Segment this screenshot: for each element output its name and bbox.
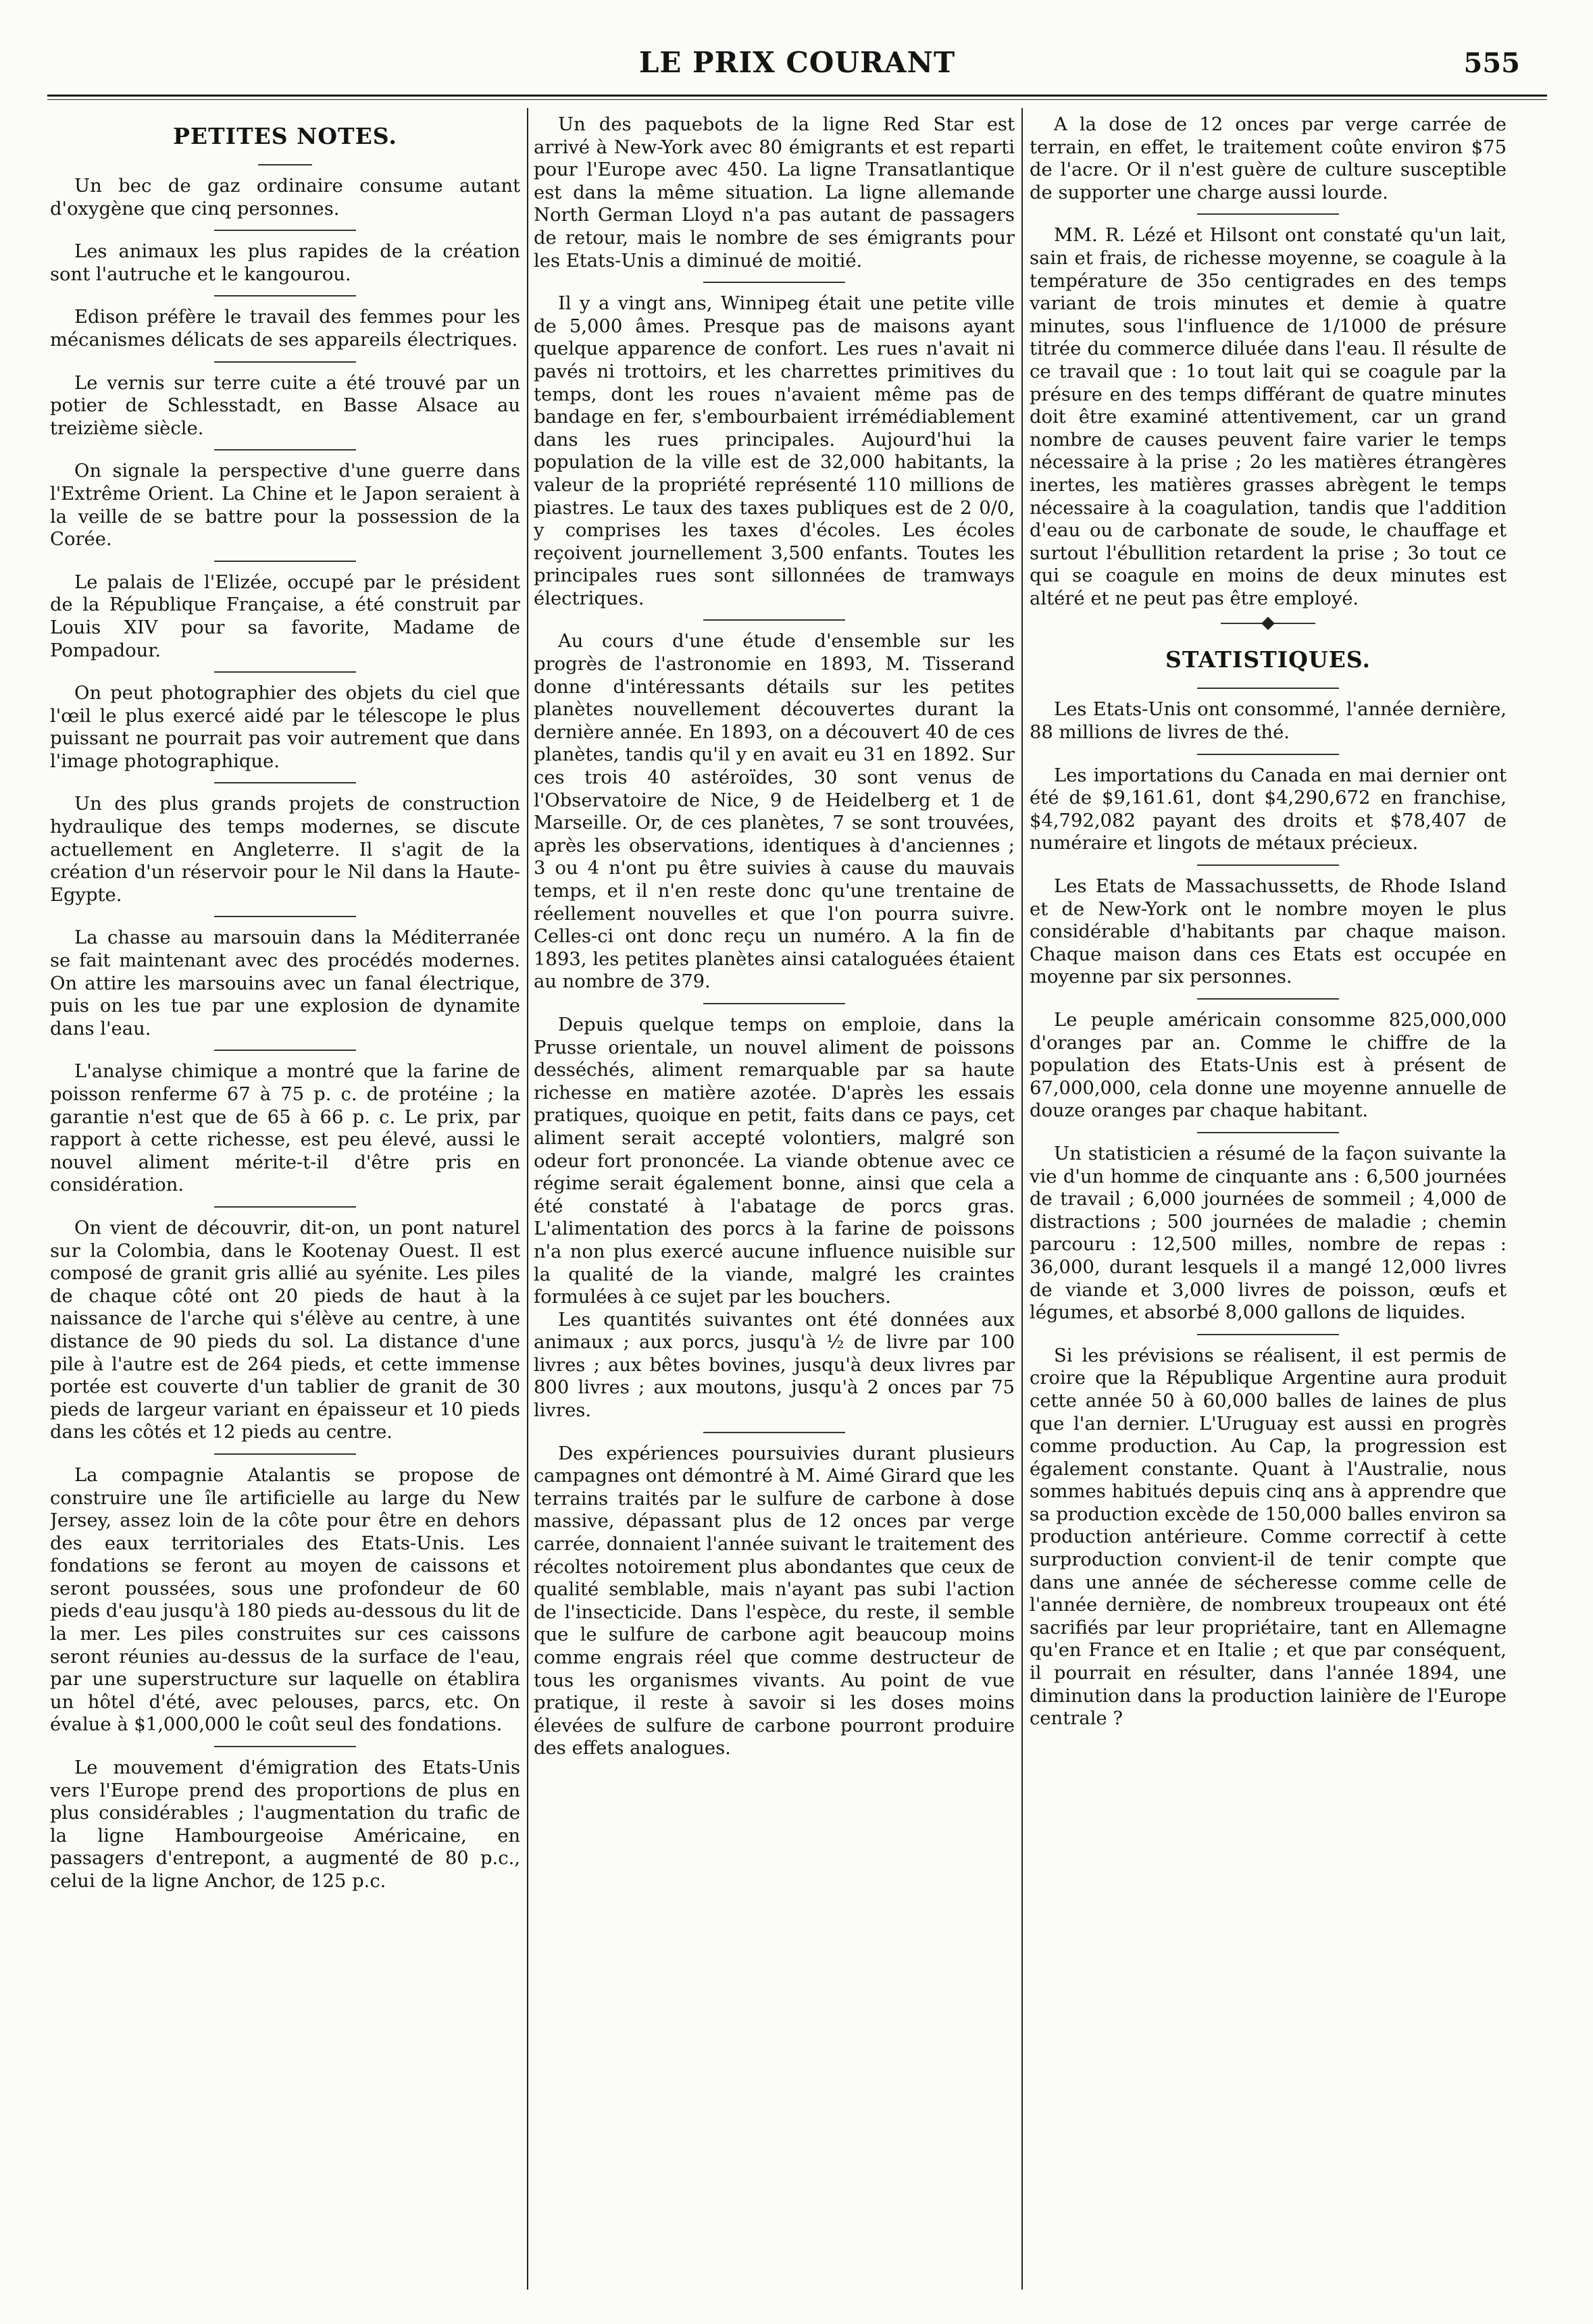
column-2: [534, 113, 1015, 2302]
page-number: 555: [1463, 47, 1520, 79]
header-rule-thin: [47, 99, 1547, 100]
separator: [50, 662, 520, 682]
ornament-separator: [1030, 610, 1507, 637]
column-divider-1: [527, 108, 528, 2290]
article-paragraph: On signale la perspective d'une guerre dans l'Extrême Orient. La Chine et le Japon seraient à la veille de se battre pour la possession de la Corée.: [50, 461, 520, 550]
article-paragraph: Les Etats-Unis ont consommé, l'année dernière, 88 millions de livres de thé.: [1030, 699, 1507, 744]
article-paragraph: Un des paquebots de la ligne Red Star est arrivé à New-York avec 80 émigrants et est reparti pour l'Europe avec 450. La ligne Transatlantique est dans la même situation. La ligne allemande North German Lloyd n'a pas autant de passagers de retour, mais le nombre de ses émigrants pour les Etats-Unis a diminué de moitié.: [534, 114, 1015, 272]
separator: [1030, 744, 1507, 765]
article-paragraph: Les Etats de Massachussetts, de Rhode Island et de New-York ont le nombre moyen le plus considérable d'habitants par chaque maison. Chaque maison dans ces Etats est occupée en moyenne par six personnes.: [1030, 876, 1507, 988]
article-paragraph: La chasse au marsouin dans la Méditerranée se fait maintenant avec des procédés modernes. On attire les marsouins avec un fanal électrique, puis on les tue par une explosion de dynamite dans l'eau.: [50, 927, 520, 1039]
header-rule: [47, 95, 1547, 97]
page-title: LE PRIX COURANT: [638, 46, 956, 79]
separator: [534, 1422, 1015, 1443]
diamond-ornament-icon: [1261, 617, 1275, 631]
article-paragraph: A la dose de 12 onces par verge carrée de terrain, en effet, le traitement coûte environ $75 de l'acre. Or il n'est guère de culture susceptible de supporter une charge aussi lourde.: [1030, 114, 1507, 203]
article-paragraph: Depuis quelque temps on emploie, dans la Prusse orientale, un nouvel aliment de poissons desséchés, aliment remarquable par sa haute richesse en matière azotée. D'après les essais pratiques, quoique en petit, faits dans ce pays, cet aliment serait accepté volontiers, malgré son odeur fort prononcée. La viande obtenue avec ce régime serait également bonne, ainsi que cela a été constaté à l'abatage de porcs gras. L'alimentation des porcs à la farine de poissons n'a non plus exercé aucune influence nuisible sur la qualité de la viande, malgré les craintes formulées à ce sujet par les bouchers.: [534, 1014, 1015, 1308]
article-paragraph: Un statisticien a résumé de la façon suivante la vie d'un homme de cinquante ans : 6,500 journées de travail ; 6,000 journées de sommeil ; 4,000 de distractions ; 500 journées de maladie ; chemin parcouru : 12,500 milles, nombre de repas : 36,000, durant lesquels il a mangé 12,000 livres de viande et 3,000 livres de poisson, œufs et légumes, et absorbé 8,000 gallons de liquides.: [1030, 1143, 1507, 1324]
article-paragraph: Edison préfère le travail des femmes pour les mécanismes délicats de ses appareils électriques.: [50, 307, 520, 351]
section-heading-statistiques: STATISTIQUES.: [1165, 646, 1371, 673]
separator: [1030, 204, 1507, 224]
separator: [1030, 678, 1507, 698]
article-paragraph: La compagnie Atalantis se propose de construire une île artificielle au large du New Jersey, assez loin de la côte pour être en dehors des eaux territoriales des Etats-Unis. Les fondations se feront au moyen de caissons et seront poussées, sous une profondeur de 60 pieds d'eau jusqu'à 180 pieds au-dessous du lit de la mer. Les piles construites sur ces caissons seront réunies au-dessus de la surface de l'eau, par une superstructure sur laquelle on établira un hôtel d'été, avec pelouses, parcs, etc. On évalue à $1,000,000 le coût seul des fondations.: [50, 1464, 520, 1736]
article-paragraph: Au cours d'une étude d'ensemble sur les progrès de l'astronomie en 1893, M. Tisserand donne d'intéressants détails sur les petites planètes nouvellement découvertes durant la dernière année. En 1893, on a découvert 40 de ces planètes, tandis qu'il y en avait eu 31 en 1892. Sur ces trois 40 astéroïdes, 30 sont venus de l'Observatoire de Nice, 9 de Heidelberg et 1 de Marseille. Or, de ces planètes, 7 se sont trouvées, après les observations, identiques à d'anciennes ; 3 ou 4 n'ont pu être suivies à cause du mauvais temps, et il n'en reste donc qu'une trentaine de réellement nouvelles et que l'on pourra suivre. Celles-ci ont donc reçu un numéro. A la fin de 1893, les petites planètes ainsi cataloguées étaient au nombre de 379.: [534, 631, 1015, 993]
article-paragraph: Le vernis sur terre cuite a été trouvé par un potier de Schlesstadt, en Basse Alsace au treizième siècle.: [50, 372, 520, 439]
column-3: [1030, 113, 1507, 2302]
article-paragraph: Un bec de gaz ordinaire consume autant d'oxygène que cinq personnes.: [50, 176, 520, 220]
separator: [1030, 989, 1507, 1009]
article-paragraph: Des expériences poursuivies durant plusieurs campagnes ont démontré à M. Aimé Girard que les terrains traités par le sulfure de carbone à dose massive, dépassant plus de 12 onces par verge carrée, donnaient l'année suivant le traitement des récoltes notoirement plus abondantes que ceux de qualité semblable, mais n'ayant pas subi l'action de l'insecticide. Dans l'espèce, du reste, il semble que le sulfure de carbone agit beaucoup moins comme engrais réel que comme destructeur de tous les organismes vivants. Au point de vue pratique, il reste à savoir si les doses moins élevées de sulfure de carbone pourront produire des effets analogues.: [534, 1443, 1015, 1759]
separator: [1030, 855, 1507, 875]
article-paragraph: Le palais de l'Elizée, occupé par le président de la République Française, a été construit par Louis XIV pour sa favorite, Madame de Pompadour.: [50, 571, 520, 661]
separator: [50, 352, 520, 372]
article-paragraph: Les animaux les plus rapides de la création sont l'autruche et le kangourou.: [50, 241, 520, 285]
article-paragraph: Les importations du Canada en mai dernier ont été de $9,161.61, dont $4,290,672 en franchise, $4,792,082 payant des droits et $78,407 de numéraire et lingots de métaux précieux.: [1030, 765, 1507, 854]
separator: [50, 440, 520, 460]
article-paragraph: Un des plus grands projets de construction hydraulique des temps modernes, se discute actuellement en Angleterre. Il s'agit de la création d'un réservoir pour le Nil dans la Haute-Egypte.: [50, 794, 520, 906]
separator: [534, 610, 1015, 630]
page-header: [47, 42, 1547, 89]
separator: [50, 155, 520, 175]
separator: [50, 1444, 520, 1464]
article-paragraph: On vient de découvrir, dit-on, un pont naturel sur la Colombia, dans le Kootenay Ouest. Il est composé de granit gris allié au syénite. Les piles de chaque côté ont 20 pieds de haut à la naissance de l'arche qui s'élève au centre, à une distance de 90 pieds du sol. La distance d'une pile à l'autre est de 264 pieds, et cette immense portée est couverte d'un tablier de granit de 30 pieds de largeur variant en épaisseur et 10 pieds dans les côtés et 12 pieds au centre.: [50, 1217, 520, 1443]
column-divider-2: [1021, 108, 1023, 2290]
article-paragraph: Le peuple américain consomme 825,000,000 d'oranges par an. Comme le chiffre de la population des Etats-Unis est à présent de 67,000,000, cela donne une moyenne annuelle de douze oranges par chaque habitant.: [1030, 1010, 1507, 1122]
article-paragraph: MM. R. Lézé et Hilsont ont constaté qu'un lait, sain et frais, de richesse moyenne, se coagule à la température de 35o centigrades en des temps variant de trois minutes et demie à quatre minutes, sous l'influence de 1/1000 de présure titrée du commerce diluée dans l'eau. Il résulte de ce travail que : 1o tout lait qui se coagule par la présure en des temps différant de quatre minutes doit être examiné attentivement, car un grand nombre de causes peuvent faire varier le temps nécessaire à la prise ; 2o les matières étrangères inertes, les matières grasses abrègent le temps nécessaire à la coagulation, tandis que l'addition d'eau ou de carbonate de soude, le chauffage et surtout l'ébullition retardent la prise ; 3o tout ce qui se coagule en moins de deux minutes est altéré et ne peut pas être employé.: [1030, 225, 1507, 609]
separator: [50, 220, 520, 240]
separator: [50, 286, 520, 306]
separator: [50, 906, 520, 927]
separator: [534, 272, 1015, 292]
separator: [50, 773, 520, 793]
article-paragraph: Les quantités suivantes ont été données aux animaux ; aux porcs, jusqu'à ½ de livre par 100 livres ; aux bêtes bovines, jusqu'à deux livres par 800 livres ; aux moutons, jusqu'à 2 onces par 75 livres.: [534, 1309, 1015, 1422]
separator: [50, 1736, 520, 1757]
separator: [1030, 1122, 1507, 1143]
column-1: [50, 113, 520, 2302]
article-paragraph: On peut photographier des objets du ciel que l'œil le plus exercé aidé par le télescope le plus puissant ne pourrait pas voir autrement que dans l'image photographique.: [50, 683, 520, 772]
separator: [50, 1040, 520, 1060]
article-paragraph: L'analyse chimique a montré que la farine de poisson renferme 67 à 75 p. c. de protéine ; la garantie n'est que de 65 à 66 p. c. Le prix, par rapport à cette richesse, est peu élevé, aussi le nouvel aliment mérite-t-il d'être pris en considération.: [50, 1061, 520, 1196]
separator: [534, 993, 1015, 1014]
article-paragraph: Si les prévisions se réalisent, il est permis de croire que la République Argentine aura produit cette année 50 à 60,000 balles de laines de plus que l'an dernier. L'Uruguay est aussi en progrès comme production. Au Cap, la progression est également constante. Quant à l'Australie, nous sommes habitués depuis cinq ans à apprendre que sa production excède de 150,000 balles environ sa production antérieure. Comme correctif à cette surproduction convient-il de tenir compte que dans une année de sécheresse comme celle de l'année dernière, de nombreux troupeaux ont été sacrifiés par leur propriétaire, tant en Allemagne qu'en France et en Italie ; et que par conséquent, il pourrait en résulter, dans l'année 1894, une diminution dans la production lainière de l'Europe centrale ?: [1030, 1345, 1507, 1730]
article-paragraph: Il y a vingt ans, Winnipeg était une petite ville de 5,000 âmes. Presque pas de maisons ayant quelque apparence de confort. Les rues n'avait ni pavés ni trottoirs, et les charrettes primitives du temps, dont les roues n'avaient même pas de bandage en fer, s'embourbaient irrémédiablement dans les rues principales. Aujourd'hui la population de la ville est de 32,000 habitants, la valeur de la propriété représenté 110 millions de piastres. Le taux des taxes publiques est de 2 0/0, y comprises les taxes d'écoles. Les écoles reçoivent journellement 3,500 enfants. Toutes les principales rues sont sillonnées de tramways électriques.: [534, 293, 1015, 609]
separator: [50, 551, 520, 571]
section-heading-petites-notes: PETITES NOTES.: [173, 123, 397, 149]
separator: [1030, 1324, 1507, 1345]
article-paragraph: Le mouvement d'émigration des Etats-Unis vers l'Europe prend des proportions de plus en plus considérables ; l'augmentation du trafic de la ligne Hambourgeoise Américaine, en passagers d'entrepont, a augmenté de 80 p.c., celui de la ligne Anchor, de 125 p.c.: [50, 1757, 520, 1892]
separator: [50, 1197, 520, 1217]
